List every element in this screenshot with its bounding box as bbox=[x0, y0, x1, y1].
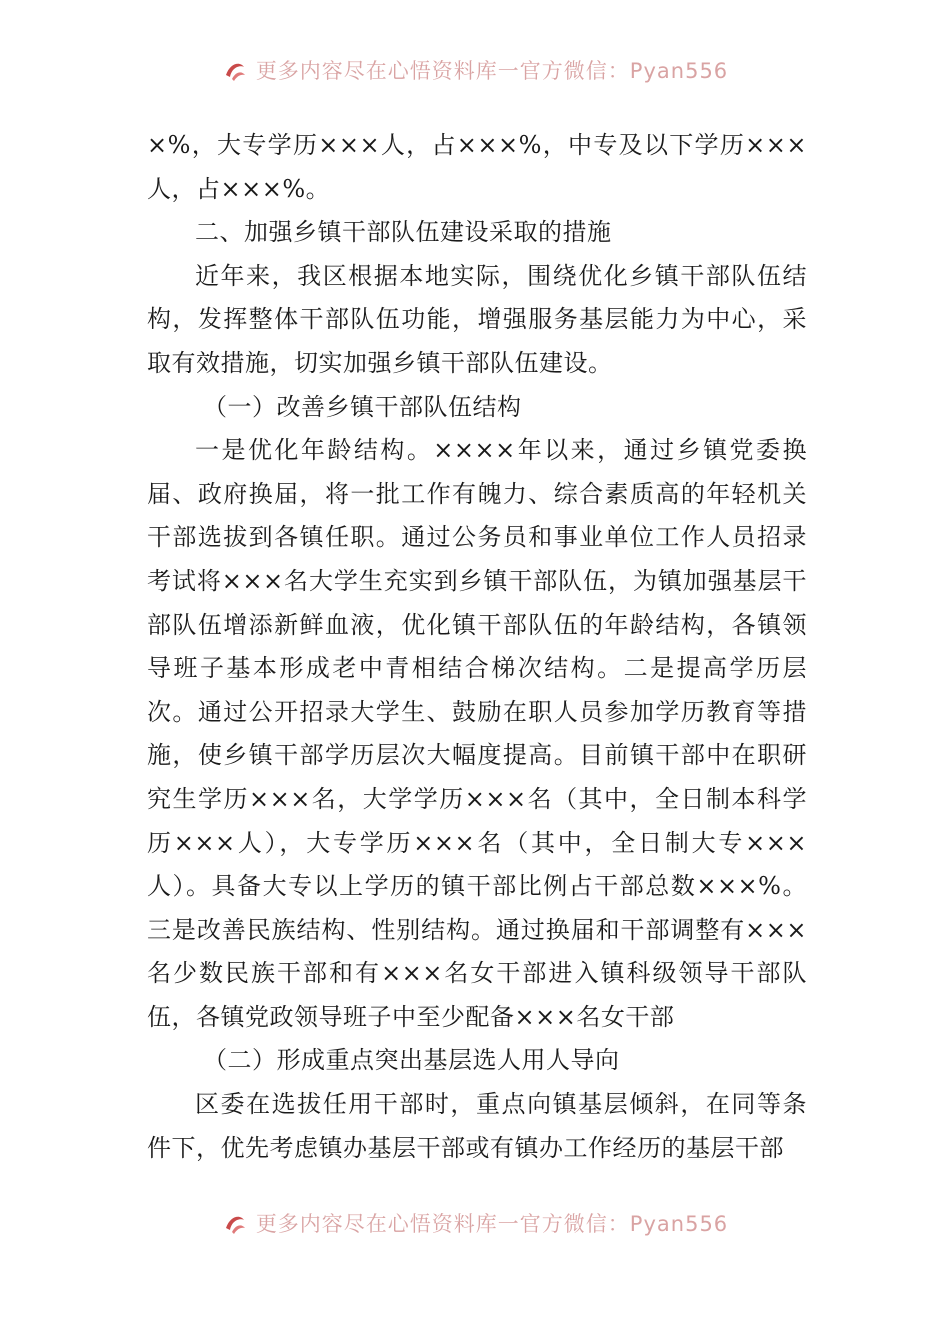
paragraph-selection: 区委在选拔任用干部时，重点向镇基层倾斜，在同等条件下，优先考虑镇办基层干部或有镇办工作经历的基层干部 bbox=[147, 1090, 807, 1162]
watermark-text: 更多内容尽在心悟资料库一官方微信：Pyan556 bbox=[255, 59, 729, 83]
paragraph-continuation: ×%，大专学历×××人，占×××%，中专及以下学历×××人，占×××%。 bbox=[147, 131, 807, 203]
paragraph-intro: 近年来，我区根据本地实际，围绕优化乡镇干部队伍结构，发挥整体干部队伍功能，增强服务基层能力为中心，采取有效措施，切实加强乡镇干部队伍建设。 bbox=[147, 261, 807, 377]
watermark-header bbox=[0, 50, 950, 90]
logo-icon bbox=[222, 1210, 248, 1236]
logo-icon bbox=[222, 57, 248, 83]
subsection-heading-2: （二）形成重点突出基层选人用人导向 bbox=[203, 1046, 620, 1075]
watermark-footer bbox=[0, 1203, 950, 1243]
subsection-heading-1: （一）改善乡镇干部队伍结构 bbox=[203, 392, 522, 421]
section-heading: 二、加强乡镇干部队伍建设采取的措施 bbox=[195, 218, 612, 247]
paragraph-structure: 一是优化年龄结构。××××年以来，通过乡镇党委换届、政府换届，将一批工作有魄力、综合素质高的年轻机关干部选拔到各镇任职。通过公务员和事业单位工作人员招录考试将×××名大学生充实到乡镇干部队伍，为镇加强基层干部队伍增添新鲜血液，优化镇干部队伍的年龄结构，各镇领导班子基本形成老中青相结合梯次结构。二是提高学历层次。通过公开招录大学生、鼓励在职人员参加学历教育等措施，使乡镇干部学历层次大幅度提高。目前镇干部中在职研究生学历×××名，大学学历×××名（其中，全日制本科学历×××人），大专学历×××名（其中，全日制大专×××人）。具备大专以上学历的镇干部比例占干部总数×××%。三是改善民族结构、性别结构。通过换届和干部调整有×××名少数民族干部和有×××名女干部进入镇科级领导干部队伍，各镇党政领导班子中至少配备×××名女干部 bbox=[147, 436, 807, 1031]
document-body bbox=[147, 124, 807, 1170]
watermark-text: 更多内容尽在心悟资料库一官方微信：Pyan556 bbox=[255, 1212, 729, 1236]
